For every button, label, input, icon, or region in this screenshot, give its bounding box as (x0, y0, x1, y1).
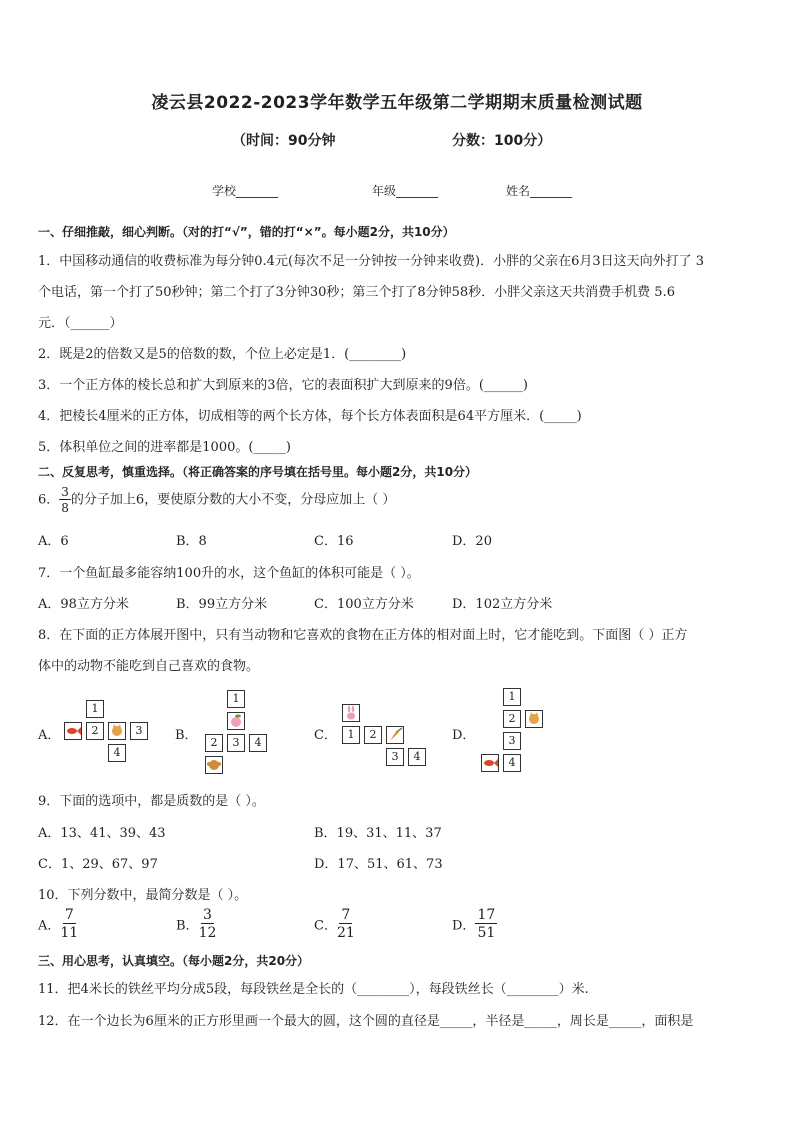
q8-line1: 8．在下面的正方体展开图中，只有当动物和它喜欢的食物在正方体的相对面上时，它才能吃到。下面图（ ）正方 (38, 628, 688, 643)
q7-option-b: B．99立方分米 (176, 597, 268, 612)
q9-option-c: C．1、29、67、97 (38, 857, 158, 872)
page-title: 凌云县2022-2023学年数学五年级第二学期期末质量检测试题 (151, 93, 643, 113)
rabbit-cell (342, 704, 360, 722)
q8-option-b-label: B． (175, 728, 198, 743)
net-cell: 3 (130, 722, 148, 740)
q8-net-c (342, 704, 432, 770)
fish-icon (65, 723, 81, 739)
net-cell: 4 (503, 754, 521, 772)
numerator: 7 (64, 907, 74, 923)
q8-option-d-label: D． (452, 728, 476, 743)
q6-text (38, 486, 395, 514)
q6-option-a: A．6 (38, 534, 69, 549)
school-field: 学校_______ (212, 184, 279, 198)
net-cell: 4 (408, 748, 426, 766)
cat-cell (108, 722, 126, 740)
q8-net-d (481, 688, 551, 778)
q10-option-b-fraction (199, 908, 217, 940)
q6-option-c: C．16 (314, 534, 354, 549)
net-cell: 1 (503, 688, 521, 706)
section-1-heading: 一、仔细推敲，细心判断。（对的打“√”，错的打“×”。每小题2分，共10分） (38, 225, 455, 239)
q9-option-d: D．17、51、61、73 (314, 857, 443, 872)
net-cell: 1 (342, 726, 360, 744)
q10-option-d-label: D． (452, 918, 476, 934)
q5-text: 5．体积单位之间的进率都是1000。(_____) (38, 440, 291, 455)
exam-score: 分数：100分） (452, 133, 552, 149)
denominator: 21 (336, 925, 355, 941)
fish-cell (481, 754, 499, 772)
q6-denominator: 8 (61, 501, 69, 515)
q9-option-a: A．13、41、39、43 (38, 826, 166, 841)
q7-option-c: C．100立方分米 (314, 597, 414, 612)
fish-icon (482, 755, 498, 771)
q9-text: 9．下面的选项中，都是质数的是（ ）。 (38, 794, 265, 809)
net-cell: 4 (249, 734, 267, 752)
q6-suffix: 的分子加上6，要使原分数的大小不变，分母应加上（ ） (70, 492, 396, 508)
q10-option-a-label: A． (38, 918, 61, 934)
q8-option-a-label: A． (38, 728, 61, 743)
q10-option-b-label: B． (176, 918, 199, 934)
net-cell: 2 (205, 734, 223, 752)
net-cell: 4 (108, 744, 126, 762)
q10-option-c-label: C． (314, 918, 337, 934)
fish-cell (64, 722, 82, 740)
net-cell: 2 (86, 722, 104, 740)
q10-text: 10．下列分数中，最简分数是（ ）。 (38, 888, 248, 903)
q6-fraction (59, 486, 71, 514)
denominator: 11 (60, 925, 79, 941)
rabbit-icon (343, 705, 359, 721)
q12-text: 12．在一个边长为6厘米的正方形里画一个最大的圆，这个圆的直径是_____，半径是_____，周长是_____，面积是 (38, 1014, 694, 1029)
carrot-icon (387, 727, 403, 743)
q11-text: 11．把4米长的铁丝平均分成5段，每段铁丝是全长的（________），每段铁丝长（________）米. (38, 982, 589, 997)
q6-prefix: 6． (38, 492, 60, 508)
cat-icon (109, 723, 125, 739)
carrot-cell (386, 726, 404, 744)
peach-cell (227, 712, 245, 730)
q8-net-b (205, 690, 275, 780)
q7-option-d: D．102立方分米 (452, 597, 553, 612)
exam-time: （时间：90分钟 (232, 133, 336, 149)
net-cell: 3 (227, 734, 245, 752)
q1-line1: 1．中国移动通信的收费标准为每分钟0.4元(每次不足一分钟按一分钟来收费)．小胖的父亲在6月3日这天向外打了 3 (38, 254, 705, 269)
q1-line3: 元．（______） (38, 316, 123, 331)
peach-icon (228, 713, 244, 729)
net-cell: 2 (364, 726, 382, 744)
q8-option-c-label: C． (314, 728, 337, 743)
q10-option-a (38, 908, 78, 940)
cat-cell (525, 710, 543, 728)
net-cell: 1 (227, 690, 245, 708)
q8-line2: 体中的动物不能吃到自己喜欢的食物。 (38, 659, 260, 674)
q6-option-d: D．20 (452, 534, 492, 549)
monkey-icon (206, 757, 222, 773)
section-2-heading: 二、反复思考，慎重选择。（将正确答案的序号填在括号里。每小题2分，共10分） (38, 465, 478, 479)
q7-option-a: A．98立方分米 (38, 597, 129, 612)
net-cell: 2 (503, 710, 521, 728)
numerator: 3 (203, 907, 212, 923)
q8-net-a (64, 700, 154, 764)
q10-option-d (452, 908, 497, 940)
q6-option-b: B．8 (176, 534, 207, 549)
q1-line2: 个电话，第一个打了50秒钟；第二个打了3分钟30秒；第三个打了8分钟58秒．小胖父亲这天共消费手机费 5.6 (38, 285, 675, 300)
q2-text: 2．既是2的倍数又是5的倍数的数，个位上必定是1．(________) (38, 347, 407, 362)
q10-option-a-fraction (60, 908, 78, 940)
q3-text: 3．一个正方体的棱长总和扩大到原来的3倍，它的表面积扩大到原来的9倍。(______) (38, 378, 528, 393)
q9-option-b: B．19、31、11、37 (314, 826, 442, 841)
denominator: 51 (477, 925, 496, 941)
cat-icon (526, 711, 542, 727)
numerator: 17 (477, 907, 496, 923)
net-cell: 1 (86, 700, 104, 718)
q10-option-b (176, 908, 216, 940)
net-cell: 3 (503, 732, 521, 750)
q10-option-d-fraction (475, 908, 497, 940)
numerator: 7 (341, 907, 351, 923)
q10-option-c (314, 908, 355, 940)
net-cell: 3 (386, 748, 404, 766)
q7-text: 7．一个鱼缸最多能容纳100升的水，这个鱼缸的体积可能是（ ）。 (38, 566, 420, 581)
grade-field: 年级_______ (372, 184, 439, 198)
q4-text: 4．把棱长4厘米的正方体，切成相等的两个长方体，每个长方体表面积是64平方厘米．(_____) (38, 409, 582, 424)
name-field: 姓名_______ (506, 184, 573, 198)
section-3-heading: 三、用心思考，认真填空。（每小题2分，共20分） (38, 954, 310, 968)
q10-option-c-fraction (337, 908, 355, 940)
monkey-cell (205, 756, 223, 774)
q6-numerator: 3 (61, 485, 69, 499)
denominator: 12 (198, 925, 217, 941)
